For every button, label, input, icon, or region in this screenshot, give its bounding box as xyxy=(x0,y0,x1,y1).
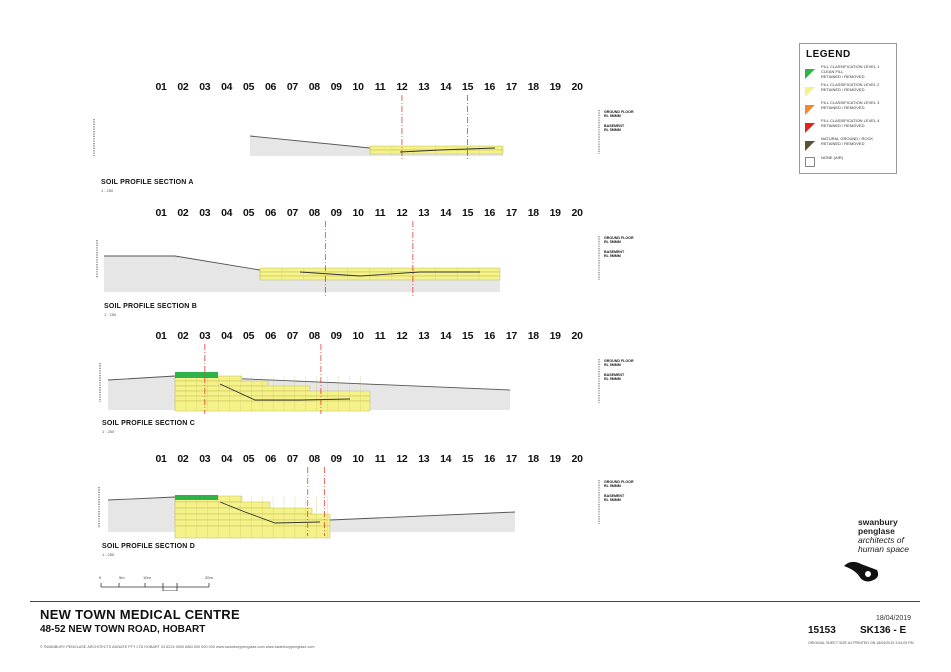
grid-label: 16 xyxy=(483,81,496,93)
grid-label: 11 xyxy=(374,207,386,219)
section-scale: 1 : 250 xyxy=(102,429,115,434)
grid-label: 19 xyxy=(549,453,561,465)
brand-line-3: architects of xyxy=(858,535,904,545)
grid-label: 19 xyxy=(549,207,561,219)
section-title: SOIL PROFILE SECTION C xyxy=(102,420,195,427)
grid-label: 06 xyxy=(264,207,277,219)
grid-label: 06 xyxy=(264,81,277,93)
section-scale: 1 : 250 xyxy=(102,552,115,557)
fill-level-2-band xyxy=(175,386,310,391)
brand-wordmark xyxy=(858,518,928,554)
grid-label: 05 xyxy=(243,330,255,342)
grid-label: 18 xyxy=(527,453,539,465)
grid-label: 16 xyxy=(483,330,496,342)
grid-label: 15 xyxy=(462,453,474,465)
level-note: BASEMENT xyxy=(604,250,625,254)
grid-label: 08 xyxy=(308,330,320,342)
grid-label: 17 xyxy=(505,330,517,342)
project-name: NEW TOWN MEDICAL CENTRE xyxy=(40,607,240,622)
fill-level-1-cap xyxy=(175,495,218,500)
grid-label: 19 xyxy=(549,330,561,342)
grid-label: 06 xyxy=(264,453,277,465)
grid-label: 14 xyxy=(440,453,452,465)
level-note: RL 5MMM xyxy=(604,114,621,118)
grid-label: 09 xyxy=(330,453,342,465)
grid-label: 09 xyxy=(330,207,342,219)
grid-label: 11 xyxy=(374,330,386,342)
grid-label: 06 xyxy=(264,330,277,342)
grid-label: 14 xyxy=(440,81,452,93)
legend-title: LEGEND xyxy=(806,49,851,60)
grid-label: 07 xyxy=(286,453,298,465)
grid-label: 04 xyxy=(221,207,233,219)
level-note: RL 5MMM xyxy=(604,363,621,367)
legend-item-label: FILL CLASSIFICATION LEVEL 2 RETAINED / REMOVED xyxy=(821,82,880,92)
level-note: GROUND FLOOR xyxy=(604,236,634,240)
grid-label: 09 xyxy=(330,81,342,93)
grid-label: 07 xyxy=(286,330,298,342)
section-title: SOIL PROFILE SECTION D xyxy=(102,543,195,550)
issue-date: 18/04/2019 xyxy=(876,615,912,622)
legend-item-label: FILL CLASSIFICATION LEVEL 4 RETAINED / REMOVED xyxy=(821,118,880,128)
level-note: RL 5MMM xyxy=(604,484,621,488)
grid-label: 10 xyxy=(352,207,364,219)
grid-label: 20 xyxy=(571,207,583,219)
scale-label-20m: 20m xyxy=(205,575,213,580)
fill-level-2-band xyxy=(260,268,500,272)
grid-label: 14 xyxy=(440,207,452,219)
level-note: BASEMENT xyxy=(604,494,625,498)
scale-label-0: 0 xyxy=(99,575,102,580)
grid-label: 02 xyxy=(177,207,189,219)
grid-label: 11 xyxy=(374,453,386,465)
practice-contact: © SWANBURY PENGLASE ARCHITECTS ADNATE PTY LTD HOBART 03 6224 0000 ABN 000 000 000 www.swanburypenglase.com www.swanburypenglase.com xyxy=(40,645,315,649)
grid-label: 17 xyxy=(505,207,517,219)
level-note: RL 5MMM xyxy=(604,254,621,258)
grid-label: 17 xyxy=(505,453,517,465)
grid-label: 09 xyxy=(330,330,342,342)
title-block-rule xyxy=(30,601,920,602)
legend-item-label: NONE (AIR) xyxy=(821,155,843,160)
grid-label: 20 xyxy=(571,453,583,465)
level-note: GROUND FLOOR xyxy=(604,110,634,114)
grid-label: 15 xyxy=(462,330,474,342)
grid-label: 20 xyxy=(571,330,583,342)
grid-label: 03 xyxy=(199,453,211,465)
fill-level-2-band xyxy=(260,276,500,280)
section-scale: 1 : 250 xyxy=(104,312,117,317)
level-note: BASEMENT xyxy=(604,124,625,128)
brand-line-4: human space xyxy=(858,544,910,554)
fill-level-1-cap xyxy=(175,372,218,378)
brand-line-1: swanbury xyxy=(858,517,898,527)
grid-label: 03 xyxy=(199,330,211,342)
grid-label: 01 xyxy=(155,81,167,93)
grid-label: 11 xyxy=(374,81,386,93)
grid-label: 13 xyxy=(418,330,430,342)
grid-label: 07 xyxy=(286,81,298,93)
legend-item-label: FILL CLASSIFICATION LEVEL 1 CLEAN FILL RETAINED / REMOVED xyxy=(821,64,880,79)
grid-label: 02 xyxy=(177,453,189,465)
level-note: RL 5MMM xyxy=(604,240,621,244)
grid-label: 13 xyxy=(418,207,430,219)
scale-label-10m: 10m xyxy=(143,575,151,580)
brand-line-2: penglase xyxy=(858,526,895,536)
section-scale: 1 : 250 xyxy=(101,188,114,193)
grid-label: 15 xyxy=(462,207,474,219)
grid-label: 05 xyxy=(243,81,255,93)
grid-label: 08 xyxy=(308,81,320,93)
grid-label: 03 xyxy=(199,207,211,219)
grid-label: 14 xyxy=(440,330,452,342)
grid-label: 10 xyxy=(352,330,364,342)
grid-label: 18 xyxy=(527,81,539,93)
legend-item-label: NATURAL GROUND / ROCK RETAINED / REMOVED xyxy=(821,136,874,146)
grid-label: 02 xyxy=(177,330,189,342)
grid-label: 02 xyxy=(177,81,189,93)
section-title: SOIL PROFILE SECTION B xyxy=(104,303,197,310)
section-title: SOIL PROFILE SECTION A xyxy=(101,179,194,186)
grid-label: 04 xyxy=(221,330,233,342)
grid-label: 05 xyxy=(243,207,255,219)
grid-label: 10 xyxy=(352,81,364,93)
fill-level-2-band xyxy=(175,391,370,396)
grid-label: 05 xyxy=(243,453,255,465)
grid-label: 12 xyxy=(396,453,408,465)
grid-label: 13 xyxy=(418,453,430,465)
grid-label: 13 xyxy=(418,81,430,93)
grid-label: 01 xyxy=(155,453,167,465)
level-note: GROUND FLOOR xyxy=(604,359,634,363)
level-note: BASEMENT xyxy=(604,373,625,377)
grid-label: 08 xyxy=(308,207,320,219)
drawing-number: SK136 - E xyxy=(860,625,907,636)
grid-label: 04 xyxy=(221,81,233,93)
level-note: RL 5MMM xyxy=(604,128,621,132)
grid-label: 20 xyxy=(571,81,583,93)
fill-level-2-band xyxy=(175,381,268,386)
grid-label: 01 xyxy=(155,207,167,219)
grid-label: 04 xyxy=(221,453,233,465)
grid-label: 08 xyxy=(308,453,320,465)
scale-label-5m: 5m xyxy=(119,575,125,580)
grid-label: 12 xyxy=(396,207,408,219)
grid-label: 18 xyxy=(527,207,539,219)
grid-label: 15 xyxy=(462,81,474,93)
scale-bar xyxy=(97,577,217,591)
grid-label: 16 xyxy=(483,453,496,465)
grid-label: 12 xyxy=(396,81,408,93)
grid-label: 10 xyxy=(352,453,364,465)
sheet-meta: ORIGINAL SHEET SIZE A3 PRINTED ON 18/04/2019 3:54:09 PM xyxy=(808,641,914,645)
project-address: 48-52 NEW TOWN ROAD, HOBART xyxy=(40,624,206,635)
grid-label: 01 xyxy=(155,330,167,342)
grid-label: 03 xyxy=(199,81,211,93)
grid-label: 17 xyxy=(505,81,517,93)
fill-level-2-base xyxy=(175,401,370,411)
fill-level-2-band xyxy=(260,272,500,276)
level-note: RL 5MMM xyxy=(604,498,621,502)
fill-level-2-band xyxy=(175,520,330,526)
grid-label: 19 xyxy=(549,81,561,93)
level-note: RL 5MMM xyxy=(604,377,621,381)
grid-label: 16 xyxy=(483,207,496,219)
level-note: GROUND FLOOR xyxy=(604,480,634,484)
project-number: 15153 xyxy=(808,625,836,636)
grid-label: 12 xyxy=(396,330,408,342)
legend-item-label: FILL CLASSIFICATION LEVEL 3 RETAINED / REMOVED xyxy=(821,100,880,110)
grid-label: 07 xyxy=(286,207,298,219)
fill-level-2-base xyxy=(175,526,330,538)
grid-label: 18 xyxy=(527,330,539,342)
brand-logo-icon xyxy=(841,558,883,584)
